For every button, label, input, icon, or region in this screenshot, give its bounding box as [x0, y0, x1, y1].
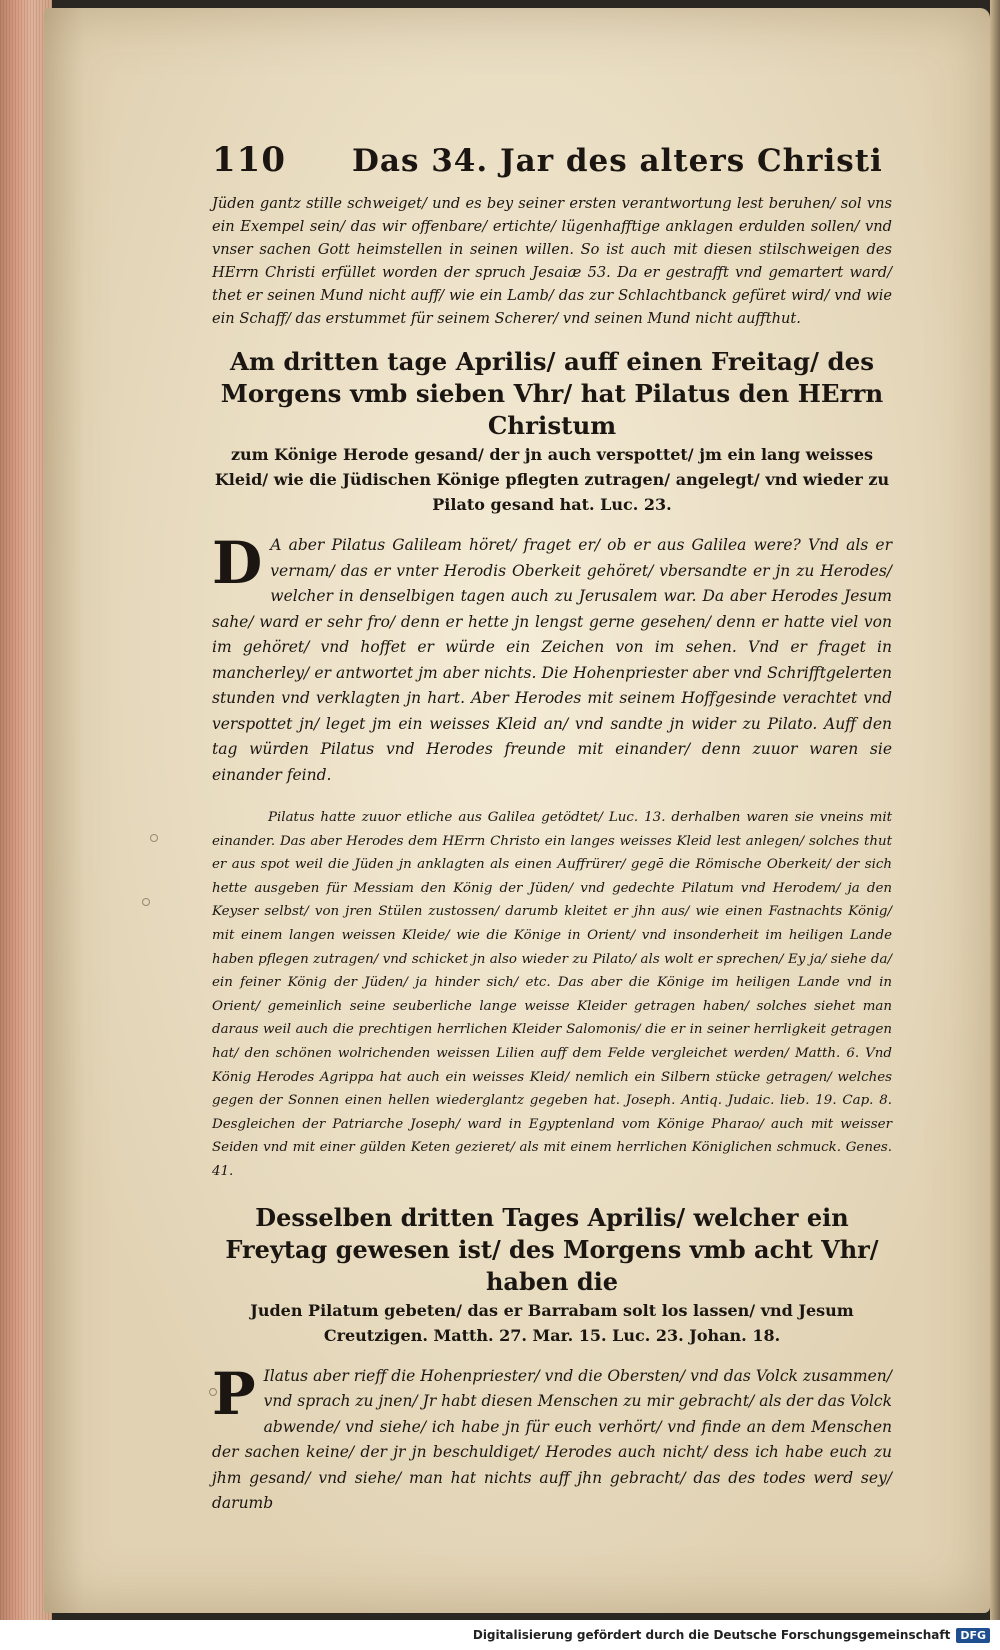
drop-cap: P [212, 1359, 256, 1428]
dfg-logo: DFG [956, 1628, 990, 1643]
commentary-paragraph: Pilatus hatte zuuor etliche aus Galilea getödtet/ Luc. 13. derhalben waren sie vneins mit einander. Das aber Herodes dem HErrn Christo ein langes weisses Kleid lest anlegen/ solches thut er aus spot weil die Jüden jn anklagten als einen Auffrürer/ gegē die Römische Oberkeit/ der sich hette ausgeben für Messiam den König der Jüden/ vnd gedechte Pilatum vnd Herodem/ ja den Keyser selbst/ von jren Stülen zustossen/ darumb kleitet er jhn aus/ wie einen Fastnachts König/ mit einem langen weissen Kleide/ wie die Könige in Orient/ vnd insonderheit im heiligen Lande haben pflegen zutragen/ vnd schicket jn also wieder zu Pilato/ als wolt er sprechen/ Ey ja/ siehe da/ ein feiner König der Jüden/ ja hinder sich/ etc. Das aber die Könige im heiligen Lande vnd in Orient/ gemeinlich seine seuberliche lange weisse Kleider getragen haben/ solches siehet man daraus weil auch die prechtigen herrlichen Kleider Salomonis/ die er in seiner herrligkeit getragen hat/ den schönen wolrichenden weissen Lilien auff dem Felde vergleichet werden/ Matth. 6. Vnd König Herodes Agrippa hat auch ein weisses Kleid/ nemlich ein Silbern stücke getragen/ welches gegen der Sonnen einen hellen wiederglantz gegeben hat. Joseph. Antiq. Judaic. lieb. 19. Cap. 8. Desgleichen der Patriarche Joseph/ ward in Egyptenland vom Könige Pharao/ auch mit weisser Seiden vnd mit einer gülden Keten gezieret/ als mit einem herrlichen Königlichen schmuck. Genes. 41. [212, 810, 892, 1179]
footer-bar [0, 1620, 1000, 1650]
intro-paragraph: Jüden gantz stille schweiget/ und es bey seiner ersten verantwortung lest beruhen/ sol vns ein Exempel sein/ das wir offenbare/ ertichte/ lügenhafftige anklagen erdulden sollen/ vnd vnser sachen Gott heimstellen in seinen willen. So ist auch mit diesen stilschweigen des HErrn Christi erfüllet worden der spruch Jesaiæ 53. Da er gestrafft vnd gemartert ward/ thet er seinen Mund nicht auff/ wie ein Lamb/ das zur Schlachtbanck gefüret wird/ vnd wie ein Schaff/ das erstummet für seinem Scherer/ vnd seinen Mund nicht auffthut. [212, 195, 892, 327]
body-paragraph-1 [212, 529, 892, 788]
section-heading-1-sub: zum Könige Herode gesand/ der jn auch verspottet/ jm ein lang weisses Kleid/ wie die Jüdischen Könige pflegten zutragen/ angelegt/ vnd wieder zu Pilato gesand hat. Luc. 23. [214, 445, 890, 514]
body-paragraph-1-text: A aber Pilatus Galileam höret/ fraget er/ ob er aus Galilea were? Vnd als er vernam/ das er vnter Herodis Oberkeit gehöret/ vbersandte er jn zu Herodes/ welcher in denselbigen tagen auch zu Jerusalem war. Da aber Herodes Jesum sahe/ ward er sehr fro/ denn er hette jn lengst gerne gesehen/ denn er hatte viel von im gehöret/ vnd hoffet er würde ein Zeichen von im sehen. Vnd er fraget in mancherley/ er antwortet jm aber nichts. Die Hohenpriester aber vnd Schrifftgelerten stunden vnd verklagten jn hart. Aber Herodes mit seinem Hoffgesinde verachtet vnd verspottet jn/ leget jm ein weisses Kleid an/ vnd sandte jn wider zu Pilato. Auff den tag würden Pilatus vnd Herodes freunde mit einander/ denn zuuor waren sie einander feind. [212, 536, 892, 784]
body-paragraph-2 [212, 1359, 892, 1517]
section-heading-2-sub: Juden Pilatum gebeten/ das er Barrabam solt los lassen/ vnd Jesum Creutzigen. Matth. 27. Mar. 15. Luc. 23. Johan. 18. [250, 1300, 854, 1345]
paper-speckle [142, 898, 150, 906]
paper-speckle [150, 834, 158, 842]
section-heading-2 [212, 1202, 892, 1348]
page-content [212, 140, 892, 1517]
page-header [212, 140, 892, 188]
running-head: Das 34. Jar des alters Christi [352, 143, 883, 179]
section-heading-1-main: Am dritten tage Aprilis/ auff einen Freitag/ des Morgens vmb sieben Vhr/ hat Pilatus den HErrn Christum [220, 347, 884, 440]
drop-cap: D [212, 529, 263, 597]
body-paragraph-2-text: Ilatus aber rieff die Hohenpriester/ vnd die Obersten/ vnd das Volck zusammen/ vnd sprach zu jnen/ Jr habt diesen Menschen zu mir gebracht/ als der das Volck abwende/ vnd siehe/ ich habe jn für euch verhört/ vnd finde an dem Menschen der sachen keine/ der jr jn beschuldiget/ Herodes auch nicht/ dess ich habe euch zu jhm gesand/ vnd siehe/ man hat nichts auff jhn gebracht/ das des todes werd sey/ darumb [212, 1366, 892, 1512]
footer-credit: Digitalisierung gefördert durch die Deutsche Forschungsgemeinschaft [472, 1628, 951, 1642]
page-number: 110 [212, 140, 286, 180]
section-heading-2-main: Desselben dritten Tages Aprilis/ welcher ein Freytag gewesen ist/ des Morgens vmb acht Vhr/ haben die [225, 1202, 879, 1296]
book-right-edge [990, 0, 1000, 1620]
section-heading-1 [212, 346, 892, 517]
